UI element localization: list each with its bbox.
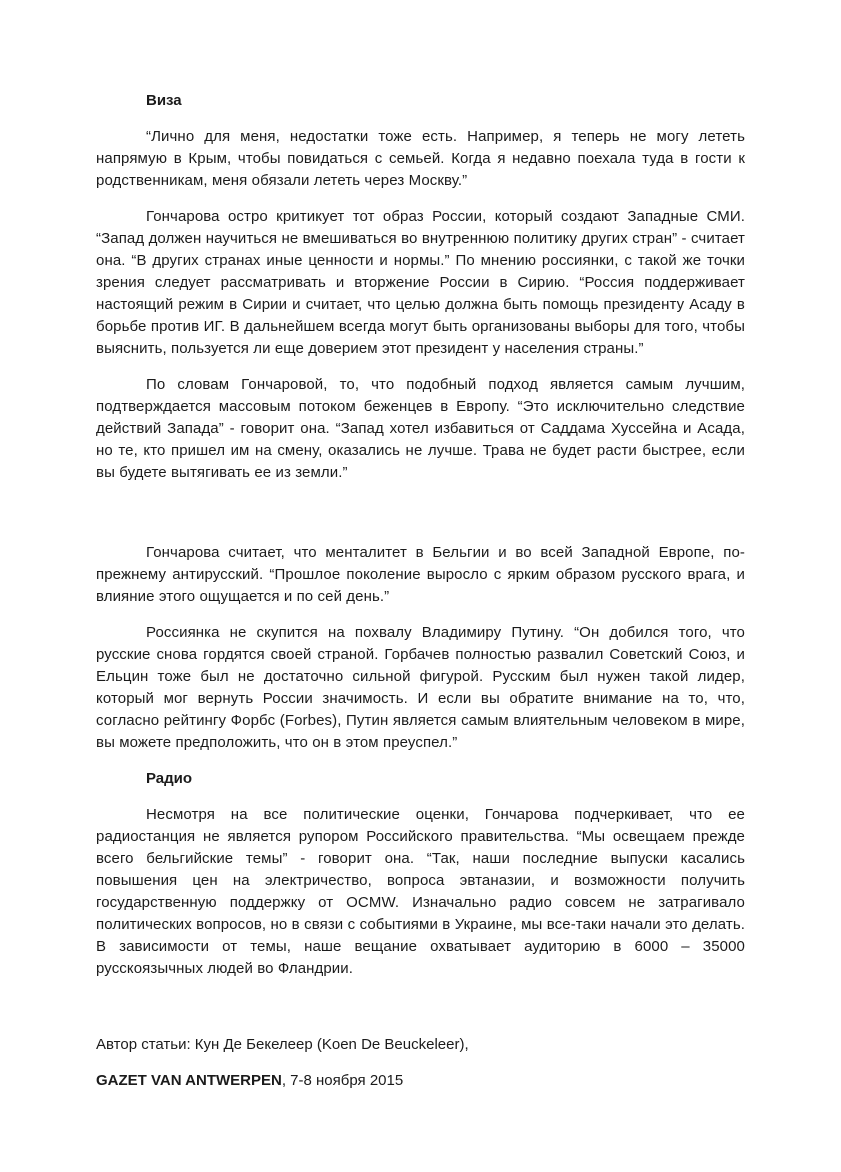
blank-footer-gap <box>96 994 745 1034</box>
paragraph-refugees: По словам Гончаровой, то, что подобный подход является самым лучшим, подтверждается массовым потоком беженцев в Европу. “Это исключительно следствие действий Запада” - говорит она. “Запад хотел избавиться от Саддама Хуссейна и Асада, но те, кто пришел им на смену, оказались не лучше. Трава не будет расти быстрее, если вы будете вытягивать ее из земли.” <box>96 376 745 481</box>
heading-visa: Виза <box>146 92 182 109</box>
footer-source-name: GAZET VAN ANTWERPEN <box>96 1072 282 1089</box>
footer-source <box>96 1070 745 1092</box>
paragraph-radio: Несмотря на все политические оценки, Гончарова подчеркивает, что ее радиостанция не является рупором Российского правительства. “Мы освещаем прежде всего бельгийские темы” - говорит она. “Так, наши последние выпуски касались повышения цен на электричество, вопроса эвтаназии, и возможности получить государственную поддержку от OCMW. Изначально радио совсем не затрагивало политических вопросов, но в связи с событиями в Украине, мы все-таки начали это делать. В зависимости от темы, наше вещание охватывает аудиторию в 6000 – 35000 русскоязычных людей во Фландрии. <box>96 806 745 977</box>
paragraph-visa-quote: “Лично для меня, недостатки тоже есть. Например, я теперь не могу лететь напрямую в Крым, чтобы повидаться с семьей. Когда я недавно поехала туда в гости к родственникам, меня обязали лететь через Москву.” <box>96 128 745 189</box>
heading-radio: Радио <box>146 770 193 787</box>
footer-author: Автор статьи: Кун Де Бекелеер (Koen De Beuckeleer), <box>96 1036 469 1053</box>
paragraph-putin: Россиянка не скупится на похвалу Владимиру Путину. “Он добился того, что русские снова гордятся своей страной. Горбачев полностью развалил Советский Союз, и Ельцин тоже был не достаточно сильной фигурой. Русским был нужен такой лидер, который мог вернуть России значимость. И если вы обратите внимание на то, что, согласно рейтингу Форбс (Forbes), Путин является самым влиятельным человеком в мире, вы можете предположить, что он в этом преуспел.” <box>96 624 745 751</box>
blank-paragraph-gap <box>96 498 745 542</box>
footer-source-date: , 7-8 ноября 2015 <box>281 1072 404 1089</box>
paragraph-mentality: Гончарова считает, что менталитет в Бельгии и во всей Западной Европе, по-прежнему антирусский. “Прошлое поколение выросло с ярким образом русского врага, и влияние этого ощущается и по сей день.” <box>96 544 745 605</box>
paragraph-media-critique: Гончарова остро критикует тот образ России, который создают Западные СМИ. “Запад должен научиться не вмешиваться во внутреннюю политику других стран” - считает она. “В других странах иные ценности и нормы.” По мнению россиянки, с такой же точки зрения следует рассматривать и вторжение России в Сирию. “Россия поддерживает настоящий режим в Сирии и считает, что целью должна быть помощь президенту Асаду в борьбе против ИГ. В дальнейшем всегда могут быть организованы выборы для того, чтобы выяснить, пользуется ли еще доверием этот президент у населения страны.” <box>96 208 745 357</box>
